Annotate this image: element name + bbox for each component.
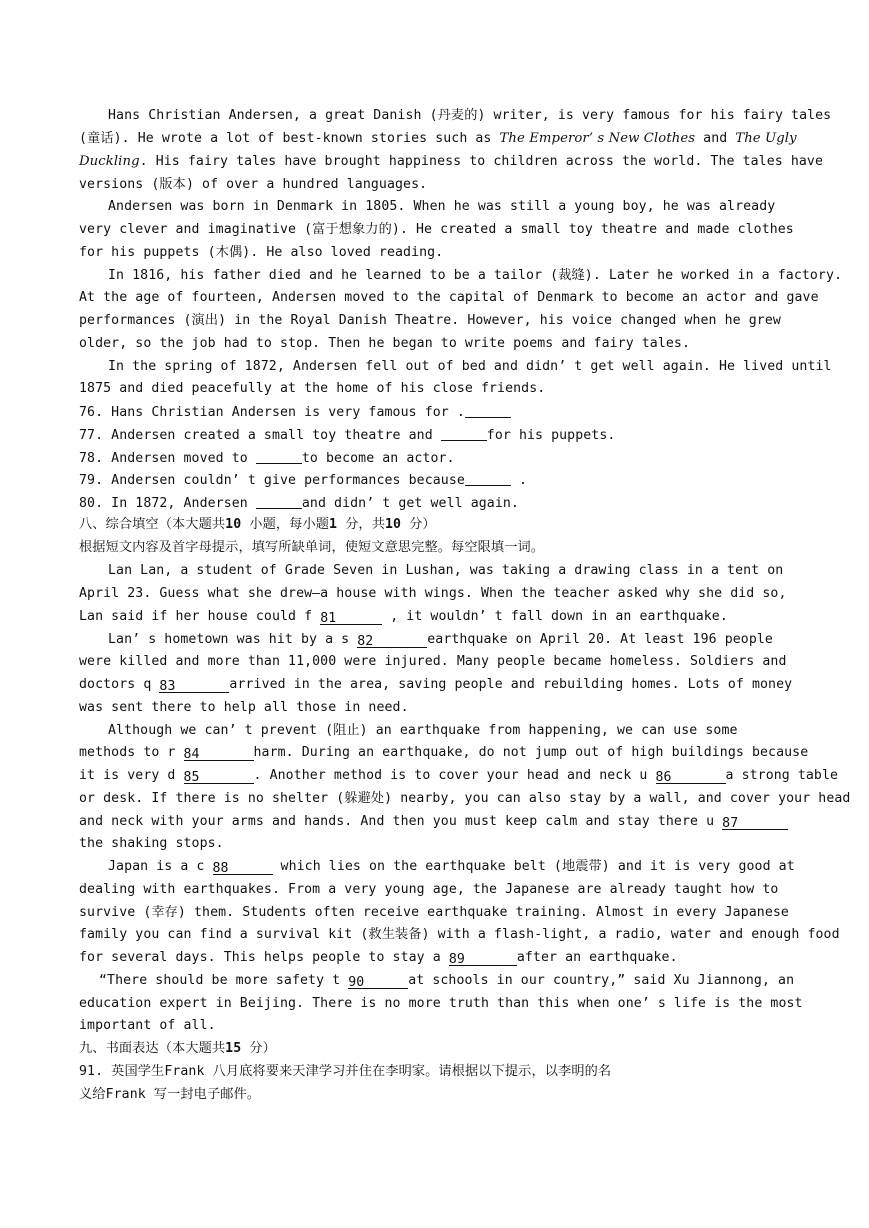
cloze-blank-90[interactable]: 90 <box>348 974 408 989</box>
book-title: The Emperor’ s New Clothes <box>499 131 696 146</box>
question-79 <box>79 471 527 490</box>
cloze-line: important of all. <box>79 1018 216 1033</box>
text-span: (童话). He wrote a lot of best-known stories such as <box>79 131 500 146</box>
question-text: for his puppets. <box>486 428 616 443</box>
cloze-line: were killed and more than 11,000 were injured. Many people became homeless. Soldiers and <box>79 654 787 669</box>
cloze-line: dealing with earthquakes. From a very young age, the Japanese are already taught how to <box>79 882 779 897</box>
book-title: Duckling <box>79 154 140 169</box>
text-span: , it wouldn’ t fall down in an earthquake. <box>382 609 728 624</box>
passage-line: versions (版本) of over a hundred languages. <box>79 177 428 192</box>
passage-line: Andersen was born in Denmark in 1805. When he was still a young boy, he was already <box>108 199 776 214</box>
passage-line: Hans Christian Andersen, a great Danish (丹麦的) writer, is very famous for his fairy tales <box>108 108 832 123</box>
writing-prompt <box>79 1086 260 1104</box>
cloze-line: April 23. Guess what she drew—a house with wings. When the teacher asked why she did so, <box>79 586 787 601</box>
text-span: Frank <box>164 1064 205 1079</box>
text-span: a strong table <box>725 768 839 783</box>
text-span: arrived in the area, saving people and rebuilding homes. Lots of money <box>229 677 793 692</box>
cloze-line: was sent there to help all those in need. <box>79 700 409 715</box>
section-heading <box>79 516 436 534</box>
writing-prompt <box>79 1063 611 1081</box>
passage-line: older, so the job had to stop. Then he began to write poems and fairy tales. <box>79 336 691 351</box>
heading-number: 1 <box>329 517 338 532</box>
cloze-line <box>99 972 794 990</box>
cloze-line <box>79 949 678 967</box>
answer-blank[interactable] <box>256 449 302 464</box>
text-span: Frank <box>105 1087 146 1102</box>
cloze-line: education expert in Beijing. There is no more truth than this when one’ s life is the most <box>79 996 803 1011</box>
text-span: earthquake on April 20. At least 196 people <box>427 632 773 647</box>
text-span: harm. During an earthquake, do not jump out of high buildings because <box>253 745 809 760</box>
cloze-line <box>79 608 728 626</box>
cloze-line: the shaking stops. <box>79 836 224 851</box>
text-span: doctors q <box>79 677 160 692</box>
heading-text: 小题，每小题 <box>241 517 330 532</box>
answer-blank[interactable] <box>441 426 487 441</box>
cloze-blank-81[interactable]: 81 <box>320 610 382 625</box>
cloze-blank-83[interactable]: 83 <box>159 678 229 693</box>
text-span: 91. 英国学生 <box>79 1064 165 1079</box>
text-span: . Another method is to cover your head and neck u <box>253 768 656 783</box>
question-text: 77. Andersen created a small toy theatre and <box>79 428 441 443</box>
text-span: it is very d <box>79 768 184 783</box>
text-span: Lan said if her house could f <box>79 609 321 624</box>
passage-line: At the age of fourteen, Andersen moved to the capital of Denmark to become an actor and gave <box>79 290 819 305</box>
cloze-blank-82[interactable]: 82 <box>357 633 427 648</box>
cloze-line: survive (幸存) them. Students often receive earthquake training. Almost in every Japanese <box>79 905 789 920</box>
section-heading <box>79 1040 276 1058</box>
heading-number: 10 <box>225 517 242 532</box>
text-span: at schools in our country,” said Xu Jiannong, an <box>408 973 795 988</box>
text-span: and <box>695 131 736 146</box>
text-span: for several days. This helps people to stay a <box>79 950 449 965</box>
cloze-blank-86[interactable]: 86 <box>656 769 726 784</box>
cloze-blank-84[interactable]: 84 <box>184 746 254 761</box>
section-instruction: 根据短文内容及首字母提示，填写所缺单词，使短文意思完整。每空限填一词。 <box>79 540 545 555</box>
text-span: Japan is a c <box>108 859 213 874</box>
heading-text: 分） <box>241 1041 276 1056</box>
passage-line: 1875 and died peacefully at the home of his close friends. <box>79 381 546 396</box>
question-77 <box>79 426 615 445</box>
cloze-blank-89[interactable]: 89 <box>449 951 517 966</box>
text-span: 八月底将要来天津学习并住在李明家。请根据以下提示，以李明的名 <box>204 1064 612 1079</box>
passage-line <box>79 130 797 148</box>
text-span: “There should be more safety t <box>99 973 349 988</box>
cloze-line <box>79 813 788 831</box>
heading-text: 分） <box>401 517 436 532</box>
heading-text: 分，共 <box>337 517 385 532</box>
question-text: and didn’ t get well again. <box>301 496 519 511</box>
passage-line: performances (演出) in the Royal Danish Theatre. However, his voice changed when he grew <box>79 313 781 328</box>
passage-line: for his puppets (木偶). He also loved reading. <box>79 245 444 260</box>
text-span: 写一封电子邮件。 <box>145 1087 261 1102</box>
passage-line: In the spring of 1872, Andersen fell out of bed and didn’ t get well again. He lived until <box>108 359 832 374</box>
answer-blank[interactable] <box>465 471 511 486</box>
text-span: methods to r <box>79 745 184 760</box>
book-title: The Ugly <box>735 131 797 146</box>
cloze-line <box>108 631 773 649</box>
text-span: and neck with your arms and hands. And then you must keep calm and stay there u <box>79 814 723 829</box>
heading-text: 九、书面表达（本大题共 <box>79 1041 226 1056</box>
heading-text: 八、综合填空（本大题共 <box>79 517 226 532</box>
question-text: 80. In 1872, Andersen <box>79 496 256 511</box>
cloze-line <box>108 858 795 876</box>
heading-number: 15 <box>225 1041 242 1056</box>
question-text: 79. Andersen couldn’ t give performances because <box>79 473 465 488</box>
question-80 <box>79 494 519 513</box>
question-text: . <box>510 473 527 488</box>
cloze-line: family you can find a survival kit (救生装备) with a flash-light, a radio, water and enough food <box>79 927 840 942</box>
question-text: 76. Hans Christian Andersen is very famous for . <box>79 405 465 420</box>
passage-line: In 1816, his father died and he learned to be a tailor (裁缝). Later he worked in a factory. <box>108 268 843 283</box>
cloze-line: Although we can’ t prevent (阻止) an earthquake from happening, we can use some <box>108 723 738 738</box>
text-span: after an earthquake. <box>516 950 678 965</box>
cloze-line: or desk. If there is no shelter (躲避处) nearby, you can also stay by a wall, and cover your head <box>79 791 851 806</box>
text-span: . His fairy tales have brought happiness to children across the world. The tales have <box>139 154 823 169</box>
passage-line: very clever and imaginative (富于想象力的). He created a small toy theatre and made clothes <box>79 222 794 237</box>
text-span: 义给 <box>79 1087 106 1102</box>
question-78 <box>79 449 455 468</box>
question-text: to become an actor. <box>301 451 455 466</box>
question-text: 78. Andersen moved to <box>79 451 256 466</box>
text-span: which lies on the earthquake belt (地震带) and it is very good at <box>272 859 795 874</box>
answer-blank[interactable] <box>256 494 302 509</box>
text-span: Lan’ s hometown was hit by a s <box>108 632 358 647</box>
cloze-line: Lan Lan, a student of Grade Seven in Lushan, was taking a drawing class in a tent on <box>108 563 784 578</box>
cloze-blank-85[interactable]: 85 <box>184 769 254 784</box>
question-76 <box>79 403 511 422</box>
cloze-line <box>79 744 808 762</box>
heading-number: 10 <box>384 517 402 532</box>
cloze-blank-87[interactable]: 87 <box>722 815 788 830</box>
cloze-blank-88[interactable]: 88 <box>213 860 273 875</box>
passage-line <box>79 153 823 171</box>
cloze-line <box>79 767 838 785</box>
answer-blank[interactable] <box>465 403 511 418</box>
cloze-line <box>79 676 792 694</box>
